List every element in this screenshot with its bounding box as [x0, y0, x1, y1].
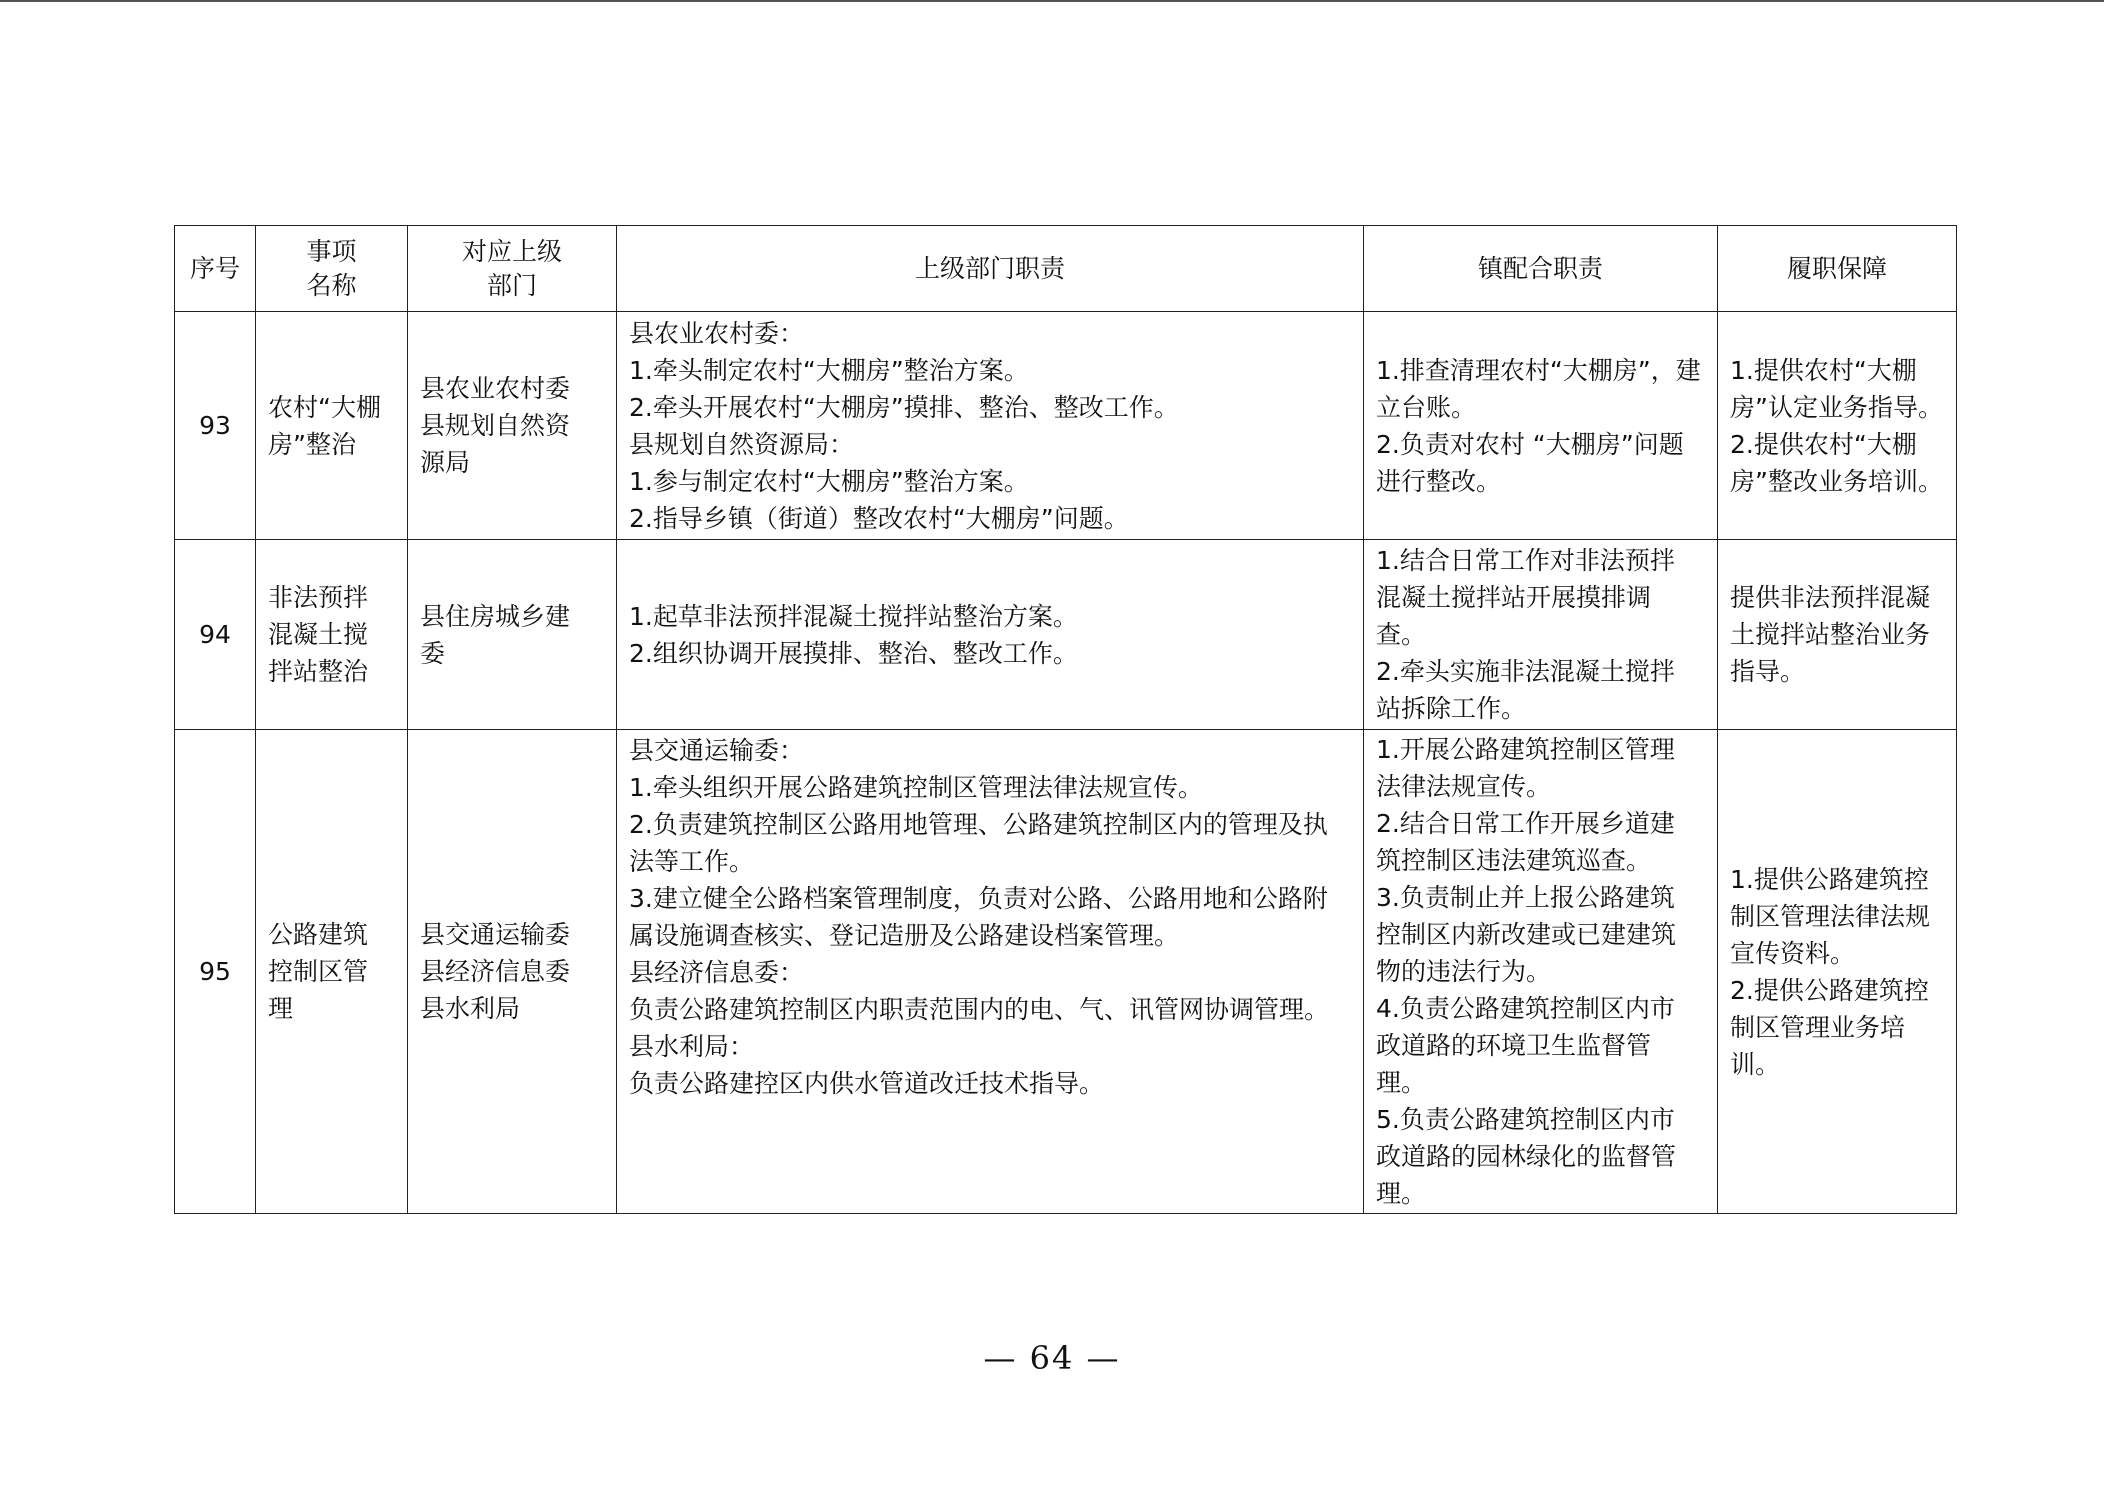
town-duty-line: 政道路的环境卫生监督管	[1376, 1031, 1652, 1060]
town-duty-line: 物的违法行为。	[1376, 957, 1552, 986]
row-guarantee	[1718, 540, 1957, 730]
guarantee-line: 房”认定业务指导。	[1730, 392, 1943, 422]
header-seq: 序号	[175, 226, 256, 312]
header-item-name	[256, 226, 408, 312]
guarantee-line: 制区管理业务培	[1730, 1012, 1906, 1042]
guarantee-line: 宣传资料。	[1730, 938, 1856, 968]
header-upper-duty: 上级部门职责	[617, 226, 1364, 312]
page-number: — 64 —	[983, 1339, 1121, 1377]
guarantee-line: 土搅拌站整治业务	[1730, 620, 1931, 649]
town-duty-line: 进行整改。	[1376, 466, 1502, 496]
town-duty-line: 查。	[1376, 620, 1427, 649]
table-row	[175, 540, 1957, 730]
upper-duty-line: 负责公路建筑控制区内职责范围内的电、气、讯管网协调管理。	[629, 995, 1330, 1024]
row-seq: 94	[175, 540, 256, 730]
town-duty-line: 筑控制区违法建筑巡查。	[1376, 846, 1652, 875]
table-row	[175, 312, 1957, 540]
town-duty-line: 法律法规宣传。	[1376, 772, 1552, 801]
row-item-name	[256, 540, 408, 730]
upper-duty-line: 2.组织协调开展摸排、整治、整改工作。	[629, 638, 1078, 668]
row-town-duty	[1364, 540, 1718, 730]
header-item-name-line: 事项	[306, 236, 357, 266]
header-dept	[408, 226, 617, 312]
town-duty-line: 3.负责制止并上报公路建筑	[1376, 883, 1675, 912]
page-top-rule	[0, 0, 2104, 2]
upper-duty-line: 负责公路建控区内供水管道改迁技术指导。	[629, 1069, 1105, 1098]
upper-duty-line: 1.牵头组织开展公路建筑控制区管理法律法规宣传。	[629, 773, 1203, 802]
item-name-line: 控制区管	[268, 957, 369, 986]
dept-line: 县规划自然资	[420, 411, 571, 440]
town-duty-line: 1.排查清理农村“大棚房”，建	[1376, 355, 1701, 385]
header-item-name-line: 名称	[306, 270, 357, 300]
table-header-row	[175, 226, 1957, 312]
upper-duty-line: 县规划自然资源局：	[629, 429, 855, 459]
town-duty-line: 理。	[1376, 1068, 1427, 1097]
town-duty-line: 政道路的园林绿化的监督管	[1376, 1142, 1677, 1171]
row-town-duty	[1364, 312, 1718, 540]
dept-line: 委	[420, 638, 446, 668]
row-item-name	[256, 730, 408, 1214]
dept-line: 县交通运输委	[420, 920, 571, 949]
row-guarantee	[1718, 312, 1957, 540]
item-name-line: 拌站整治	[268, 657, 369, 686]
upper-duty-line: 2.牵头开展农村“大棚房”摸排、整治、整改工作。	[629, 392, 1179, 422]
town-duty-line: 1.开展公路建筑控制区管理	[1376, 735, 1675, 764]
guarantee-line: 1.提供农村“大棚	[1730, 355, 1917, 385]
town-duty-line: 5.负责公路建筑控制区内市	[1376, 1105, 1675, 1134]
upper-duty-line: 1.起草非法预拌混凝土搅拌站整治方案。	[629, 601, 1078, 631]
row-seq: 93	[175, 312, 256, 540]
row-guarantee	[1718, 730, 1957, 1214]
header-dept-line: 部门	[486, 270, 537, 300]
guarantee-line: 提供非法预拌混凝	[1730, 583, 1931, 612]
upper-duty-line: 属设施调查核实、登记造册及公路建设档案管理。	[629, 921, 1180, 950]
town-duty-line: 2.负责对农村 “大棚房”问题	[1376, 429, 1684, 459]
row-item-name	[256, 312, 408, 540]
guarantee-line: 2.提供公路建筑控	[1730, 975, 1929, 1005]
row-dept	[408, 312, 617, 540]
town-duty-line: 理。	[1376, 1179, 1427, 1208]
upper-duty-line: 1.牵头制定农村“大棚房”整治方案。	[629, 355, 1029, 385]
item-name-line: 农村“大棚	[268, 392, 381, 422]
upper-duty-line: 县水利局：	[629, 1032, 755, 1061]
guarantee-line: 制区管理法律法规	[1730, 901, 1931, 931]
header-guarantee: 履职保障	[1718, 226, 1957, 312]
upper-duty-line: 3.建立健全公路档案管理制度，负责对公路、公路用地和公路附	[629, 884, 1328, 913]
item-name-line: 理	[268, 994, 294, 1023]
upper-duty-line: 2.指导乡镇（街道）整改农村“大棚房”问题。	[629, 503, 1129, 533]
item-name-line: 混凝土搅	[268, 620, 369, 649]
row-dept	[408, 540, 617, 730]
guarantee-line: 1.提供公路建筑控	[1730, 864, 1929, 894]
town-duty-line: 混凝土搅拌站开展摸排调	[1376, 583, 1652, 612]
upper-duty-line: 县经济信息委：	[629, 958, 805, 987]
guarantee-line: 训。	[1730, 1049, 1781, 1079]
town-duty-line: 1.结合日常工作对非法预拌	[1376, 546, 1675, 575]
row-town-duty	[1364, 730, 1718, 1214]
dept-line: 县农业农村委	[420, 374, 571, 403]
item-name-line: 房”整治	[268, 429, 356, 459]
table-row	[175, 730, 1957, 1214]
guarantee-line: 房”整改业务培训。	[1730, 466, 1943, 496]
upper-duty-line: 法等工作。	[629, 847, 755, 876]
item-name-line: 非法预拌	[268, 583, 369, 612]
header-dept-line: 对应上级	[461, 236, 562, 266]
row-seq: 95	[175, 730, 256, 1214]
dept-line: 县经济信息委	[420, 957, 571, 986]
town-duty-line: 站拆除工作。	[1376, 694, 1527, 723]
guarantee-line: 2.提供农村“大棚	[1730, 429, 1917, 459]
row-dept	[408, 730, 617, 1214]
row-upper-duty	[617, 730, 1364, 1214]
row-upper-duty	[617, 540, 1364, 730]
dept-line: 源局	[420, 448, 471, 477]
town-duty-line: 2.结合日常工作开展乡道建	[1376, 809, 1675, 838]
row-upper-duty	[617, 312, 1364, 540]
town-duty-line: 控制区内新改建或已建建筑	[1376, 920, 1677, 949]
dept-line: 县住房城乡建	[420, 601, 571, 631]
duty-table	[174, 225, 1957, 1214]
town-duty-line: 4.负责公路建筑控制区内市	[1376, 994, 1675, 1023]
dept-line: 县水利局	[420, 994, 521, 1023]
upper-duty-line: 县交通运输委：	[629, 736, 805, 765]
town-duty-line: 立台账。	[1376, 392, 1477, 422]
upper-duty-line: 1.参与制定农村“大棚房”整治方案。	[629, 466, 1029, 496]
item-name-line: 公路建筑	[268, 920, 369, 949]
header-town-duty: 镇配合职责	[1364, 226, 1718, 312]
upper-duty-line: 县农业农村委：	[629, 318, 805, 348]
upper-duty-line: 2.负责建筑控制区公路用地管理、公路建筑控制区内的管理及执	[629, 810, 1328, 839]
town-duty-line: 2.牵头实施非法混凝土搅拌	[1376, 657, 1675, 686]
guarantee-line: 指导。	[1730, 657, 1806, 686]
